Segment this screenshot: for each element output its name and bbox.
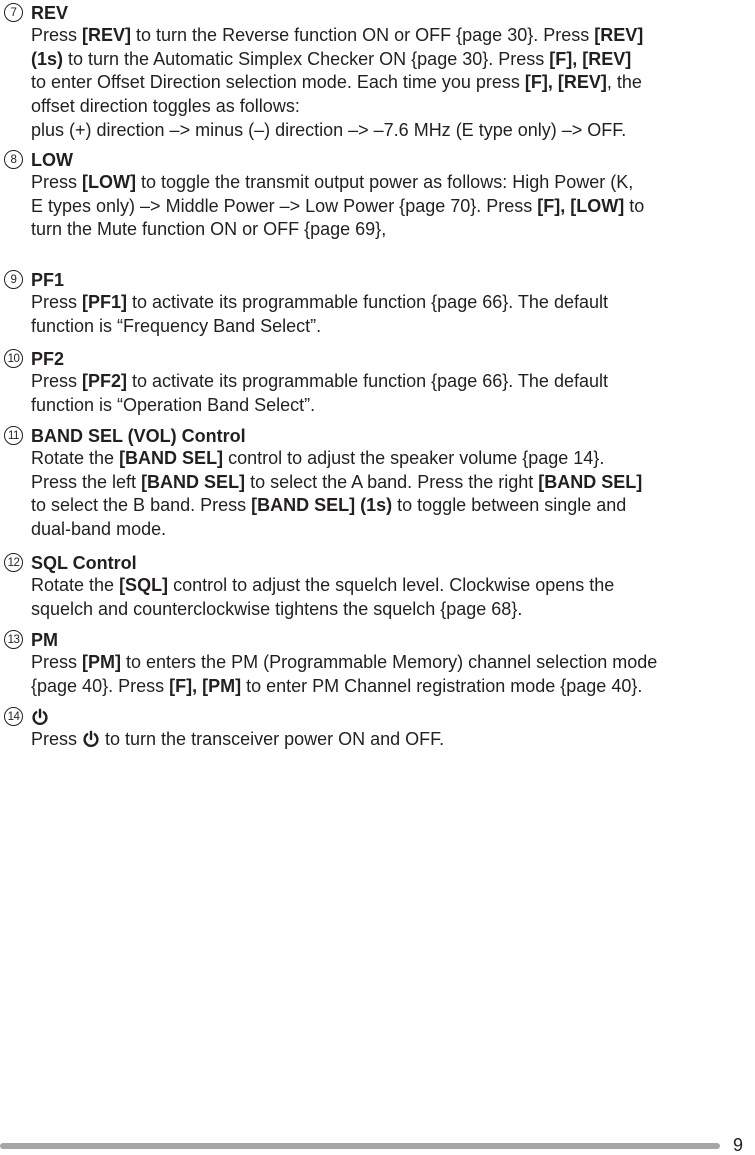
item-title: PF2 (31, 349, 65, 369)
text-run: Press (31, 729, 83, 749)
key-label: [PF2] (82, 371, 128, 391)
text-run: control to adjust the speaker volume {page 14}. (223, 448, 605, 468)
text-run: to activate its programmable function {page 66}. The default (127, 371, 608, 391)
key-label: [BAND SEL] (119, 448, 224, 468)
text-run: to toggle the transmit output power as follows: High Power (K, (136, 172, 634, 192)
item-description (31, 370, 755, 417)
text-run: E types only) –> Middle Power –> Low Power {page 70}. Press (31, 195, 538, 216)
key-label: [F], [REV] (524, 72, 607, 93)
item-number-badge: 8 (4, 150, 23, 169)
item-description (31, 651, 755, 698)
item-number-badge: 10 (4, 349, 23, 368)
item-description (31, 24, 755, 143)
item-title: BAND SEL (VOL) Control (31, 426, 246, 446)
item-title: PF1 (31, 270, 65, 290)
item-description (31, 447, 755, 542)
key-label: [REV] (594, 25, 644, 45)
item-title: SQL Control (31, 553, 137, 573)
key-label: [PM] (82, 652, 122, 672)
key-label: (1s) (31, 48, 64, 69)
item-number-badge: 12 (4, 553, 23, 572)
key-label: [REV] (82, 25, 132, 45)
item-description (31, 291, 755, 338)
item-title: REV (31, 3, 69, 23)
page-number: 9 (733, 1135, 744, 1155)
text-run: Rotate the (31, 448, 120, 468)
text-run: to select the A band. Press the right (245, 471, 539, 492)
key-label: [SQL] (119, 575, 169, 595)
text-run: {page 40}. Press (31, 675, 170, 696)
key-label: [PF1] (82, 292, 128, 312)
text-run: dual-band mode. (31, 519, 167, 540)
power-icon (31, 708, 49, 726)
text-run: plus (+) direction –> minus (–) direction –> –7.6 MHz (E type only) –> OFF. (31, 119, 627, 140)
power-icon (82, 730, 100, 748)
text-run: Press (31, 292, 83, 312)
footer-rule (0, 1143, 720, 1149)
text-run: function is “Frequency Band Select”. (31, 315, 322, 336)
text-run: squelch and counterclockwise tightens the squelch {page 68}. (31, 598, 523, 619)
key-label: [BAND SEL] (1s) (251, 495, 393, 516)
item-description (31, 728, 755, 752)
key-label: [F], [PM] (169, 675, 242, 696)
text-run: to enter Offset Direction selection mode. Each time you press (31, 72, 525, 93)
text-run: to turn the transceiver power ON and OFF. (100, 729, 445, 749)
key-label: [LOW] (82, 172, 136, 192)
item-title: LOW (31, 150, 73, 170)
item-number-badge: 7 (4, 3, 23, 22)
text-run: Press the left (31, 471, 142, 492)
text-run: turn the Mute function ON or OFF {page 69}, (31, 219, 387, 240)
key-label: [BAND SEL] (538, 471, 643, 492)
key-label: [BAND SEL] (141, 471, 246, 492)
text-run: Press (31, 652, 83, 672)
text-run: to enter PM Channel registration mode {page 40}. (241, 675, 643, 696)
text-run: function is “Operation Band Select”. (31, 394, 316, 415)
text-run: to turn the Reverse function ON or OFF {page 30}. Press (131, 25, 595, 45)
text-run: Press (31, 25, 83, 45)
key-label: [F], [REV] (549, 48, 632, 69)
text-run: Rotate the (31, 575, 120, 595)
text-run: Press (31, 172, 83, 192)
item-number-badge: 9 (4, 270, 23, 289)
item-description (31, 574, 755, 621)
text-run: to activate its programmable function {page 66}. The default (127, 292, 608, 312)
text-run: offset direction toggles as follows: (31, 96, 300, 117)
text-run: , the (606, 72, 642, 93)
item-description (31, 171, 755, 242)
text-run: to (624, 195, 645, 216)
text-run: Press (31, 371, 83, 391)
text-run: to enters the PM (Programmable Memory) channel selection mode (121, 652, 658, 672)
item-number-badge: 11 (4, 426, 23, 445)
item-title: PM (31, 630, 58, 650)
item-number-badge: 13 (4, 630, 23, 649)
text-run: to toggle between single and (392, 495, 627, 516)
text-run: to turn the Automatic Simplex Checker ON {page 30}. Press (63, 48, 550, 69)
key-label: [F], [LOW] (537, 195, 625, 216)
text-run: control to adjust the squelch level. Clockwise opens the (168, 575, 615, 595)
item-title (31, 707, 49, 727)
text-run: to select the B band. Press (31, 495, 252, 516)
item-number-badge: 14 (4, 707, 23, 726)
